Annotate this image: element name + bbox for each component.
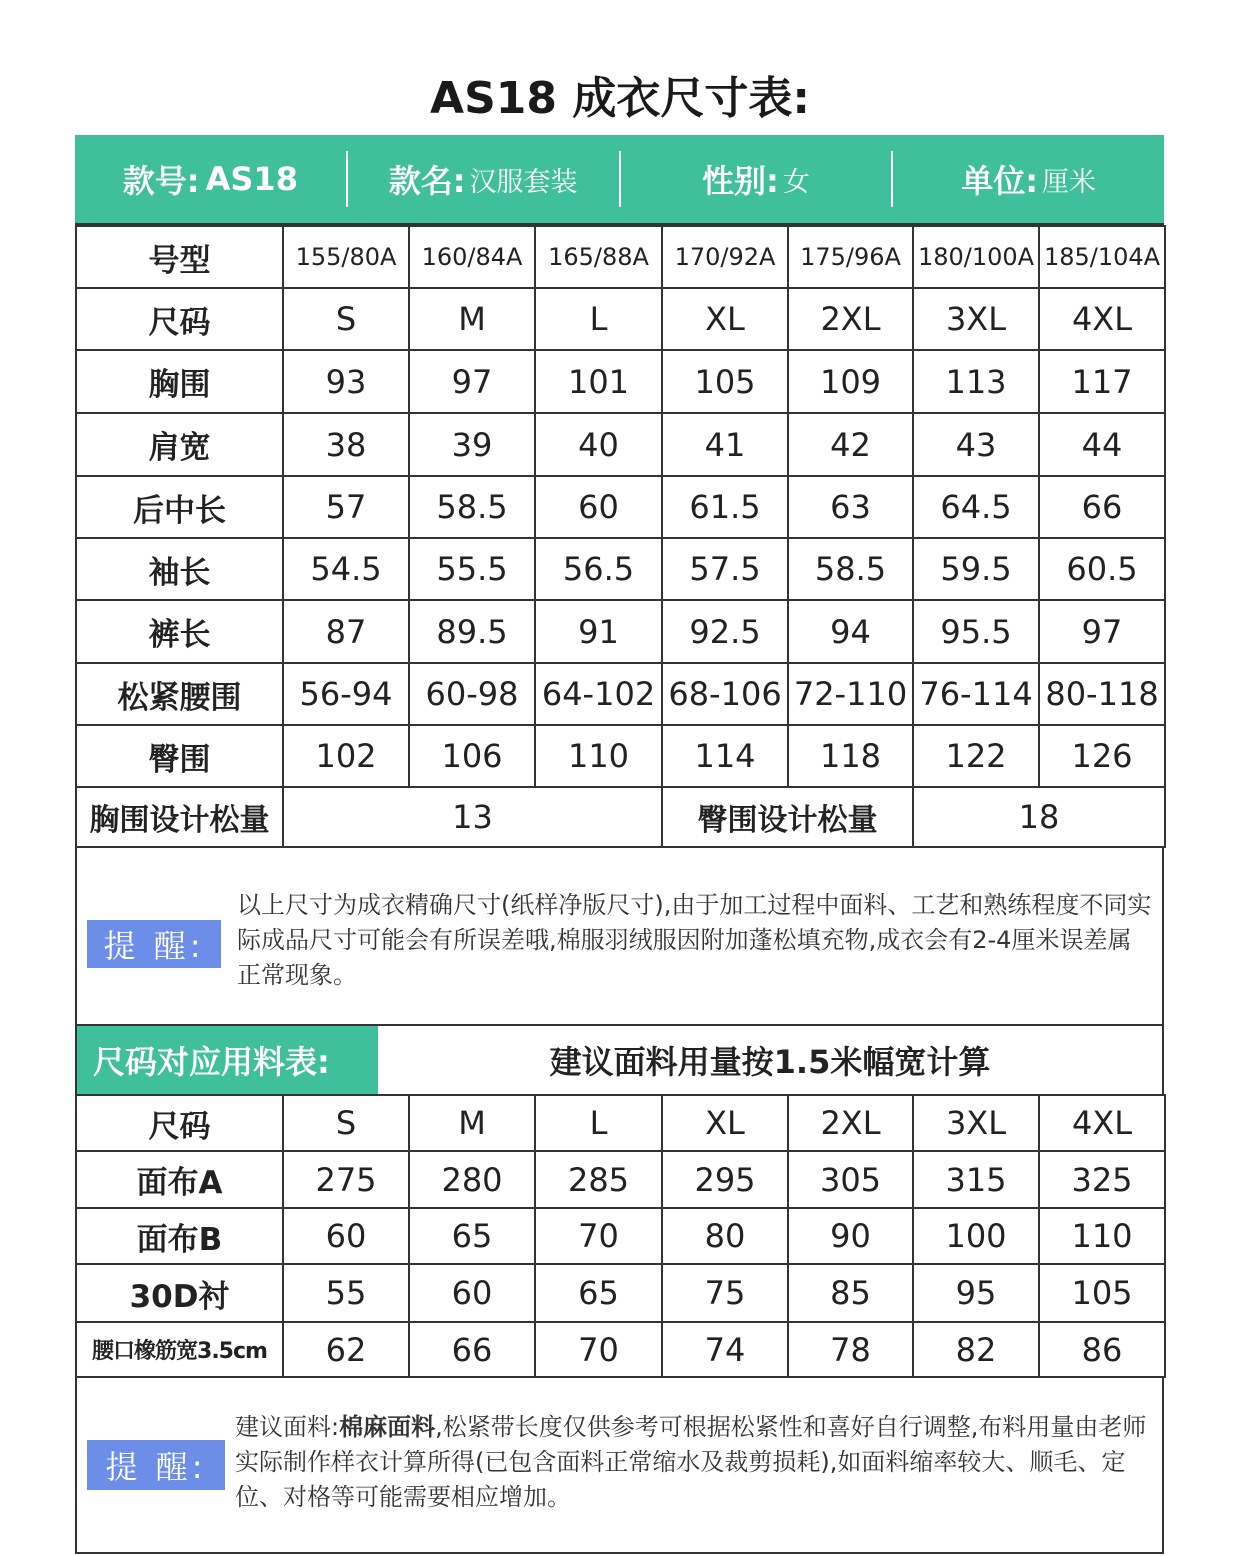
table-cell: 44: [1039, 413, 1165, 476]
size-table: [75, 225, 1166, 848]
table-cell: 68-106: [662, 663, 788, 725]
table-row: [76, 413, 1165, 476]
table-cell: 55.5: [409, 538, 535, 600]
table-row: [76, 226, 1165, 288]
table-cell: 285: [535, 1151, 662, 1208]
table-cell: 74: [662, 1322, 788, 1377]
table-cell: 60-98: [409, 663, 535, 725]
table-cell: 100: [913, 1208, 1039, 1264]
table-cell: 180/100A: [913, 226, 1039, 288]
table-cell: 76-114: [913, 663, 1039, 725]
table-row: [76, 725, 1165, 787]
table-cell: 58.5: [788, 538, 913, 600]
size-chart-frame: [75, 135, 1164, 1554]
table-cell: 315: [913, 1151, 1039, 1208]
table-row: [76, 600, 1165, 663]
reminder-text: 以上尺寸为成衣精确尺寸(纸样净版尺寸),由于加工过程中面料、工艺和熟练程度不同实际成品尺寸可能会有所误差哦,棉服羽绒服因附加蓬松填充物,成衣会有2-4厘米误差属正常现象。: [237, 891, 1152, 989]
hip-ease-label: 臀围设计松量: [662, 787, 913, 847]
table-row: [76, 476, 1165, 538]
table-cell: 60.5: [1039, 538, 1165, 600]
table-cell: 105: [1039, 1264, 1165, 1322]
style-number: [75, 151, 346, 207]
table-row: [76, 538, 1165, 600]
table-cell: 90: [788, 1208, 913, 1264]
style-name: [348, 151, 619, 207]
table-cell: 57.5: [662, 538, 788, 600]
table-cell: 102: [283, 725, 409, 787]
row-label: 号型: [76, 226, 283, 288]
table-cell: 86: [1039, 1322, 1165, 1377]
table-cell: 305: [788, 1151, 913, 1208]
table-cell: 105: [662, 350, 788, 413]
table-cell: 2XL: [788, 1095, 913, 1151]
table-cell: 97: [409, 350, 535, 413]
fabric-section-header: [75, 1026, 1164, 1094]
row-label: 袖长: [76, 538, 283, 600]
table-cell: 160/84A: [409, 226, 535, 288]
table-row: [76, 1208, 1165, 1264]
table-cell: 54.5: [283, 538, 409, 600]
row-label: 腰口橡筋宽3.5cm: [76, 1322, 283, 1377]
style-number-label: 款号:: [122, 162, 200, 200]
row-label: 面布B: [76, 1208, 283, 1264]
page-title: AS18 成衣尺寸表:: [430, 73, 810, 124]
row-label: 臀围: [76, 725, 283, 787]
table-cell: 59.5: [913, 538, 1039, 600]
table-cell: 75: [662, 1264, 788, 1322]
table-cell: 61.5: [662, 476, 788, 538]
table-cell: 155/80A: [283, 226, 409, 288]
table-cell: 65: [409, 1208, 535, 1264]
row-label: 尺码: [76, 288, 283, 350]
table-cell: S: [283, 288, 409, 350]
table-cell: 38: [283, 413, 409, 476]
hip-ease-value: 18: [913, 787, 1165, 847]
table-cell: 280: [409, 1151, 535, 1208]
table-cell: 56.5: [535, 538, 662, 600]
gender-label: 性别:: [701, 162, 779, 200]
row-label: 尺码: [76, 1095, 283, 1151]
table-cell: 114: [662, 725, 788, 787]
table-cell: 101: [535, 350, 662, 413]
row-label: 后中长: [76, 476, 283, 538]
row-label: 裤长: [76, 600, 283, 663]
fabric-section-subtitle: 建议面料用量按1.5米幅宽计算: [549, 1043, 991, 1081]
table-cell: 70: [535, 1208, 662, 1264]
table-cell: 87: [283, 600, 409, 663]
table-row: [76, 288, 1165, 350]
table-cell: 165/88A: [535, 226, 662, 288]
table-cell: 60: [535, 476, 662, 538]
table-cell: 60: [283, 1208, 409, 1264]
table-cell: 66: [1039, 476, 1165, 538]
table-cell: 295: [662, 1151, 788, 1208]
table-cell: 170/92A: [662, 226, 788, 288]
table-cell: 62: [283, 1322, 409, 1377]
table-cell: 94: [788, 600, 913, 663]
table-cell: L: [535, 1095, 662, 1151]
style-number-value: AS18: [205, 160, 298, 198]
table-cell: 93: [283, 350, 409, 413]
table-cell: 65: [535, 1264, 662, 1322]
fabric-section-title: 尺码对应用料表:: [77, 1026, 378, 1094]
table-cell: 78: [788, 1322, 913, 1377]
table-cell: 126: [1039, 725, 1165, 787]
table-cell: L: [535, 288, 662, 350]
reminder-bold-fabric: 棉麻面料: [339, 1413, 436, 1441]
style-name-value: 汉服套装: [469, 166, 578, 198]
fabric-table: [75, 1094, 1166, 1378]
table-cell: 175/96A: [788, 226, 913, 288]
table-cell: 4XL: [1039, 288, 1165, 350]
table-cell: 60: [409, 1264, 535, 1322]
row-label: 30D衬: [76, 1264, 283, 1322]
table-cell: 72-110: [788, 663, 913, 725]
table-cell: 325: [1039, 1151, 1165, 1208]
table-cell: 40: [535, 413, 662, 476]
product-info-bar: [75, 135, 1164, 225]
table-cell: 57: [283, 476, 409, 538]
reminder-box-2: [75, 1378, 1164, 1554]
table-cell: 4XL: [1039, 1095, 1165, 1151]
table-cell: XL: [662, 288, 788, 350]
table-cell: 275: [283, 1151, 409, 1208]
table-row: [76, 1095, 1165, 1151]
reminder-box: [75, 848, 1164, 1026]
table-cell: 42: [788, 413, 913, 476]
chest-ease-value: 13: [283, 787, 662, 847]
reminder-body: ,松紧带长度仅供参考可根据松紧性和喜好自行调整,布料用量由老师实际制作样衣计算所得(已包含面料正常缩水及裁剪损耗),如面料缩率较大、顺毛、定位、对格等可能需要相应增加。: [235, 1413, 1147, 1511]
table-cell: 89.5: [409, 600, 535, 663]
table-cell: 3XL: [913, 1095, 1039, 1151]
table-cell: 85: [788, 1264, 913, 1322]
table-row: [76, 1322, 1165, 1377]
table-cell: XL: [662, 1095, 788, 1151]
table-cell: 109: [788, 350, 913, 413]
table-cell: 58.5: [409, 476, 535, 538]
table-cell: M: [409, 1095, 535, 1151]
table-cell: M: [409, 288, 535, 350]
gender: [621, 151, 892, 207]
table-cell: 118: [788, 725, 913, 787]
table-cell: 110: [535, 725, 662, 787]
table-cell: 64.5: [913, 476, 1039, 538]
table-cell: 92.5: [662, 600, 788, 663]
table-cell: 122: [913, 725, 1039, 787]
table-row: [76, 663, 1165, 725]
table-cell: 117: [1039, 350, 1165, 413]
table-cell: 82: [913, 1322, 1039, 1377]
table-cell: 110: [1039, 1208, 1165, 1264]
table-cell: 41: [662, 413, 788, 476]
row-label: 肩宽: [76, 413, 283, 476]
gender-value: 女: [782, 166, 810, 198]
table-cell: 95: [913, 1264, 1039, 1322]
table-cell: 66: [409, 1322, 535, 1377]
table-cell: 43: [913, 413, 1039, 476]
table-cell: 97: [1039, 600, 1165, 663]
reminder-text-2: [235, 1410, 1150, 1515]
style-name-label: 款名:: [388, 162, 466, 200]
table-cell: 185/104A: [1039, 226, 1165, 288]
table-cell: 3XL: [913, 288, 1039, 350]
row-label: 面布A: [76, 1151, 283, 1208]
table-cell: 80-118: [1039, 663, 1165, 725]
table-cell: 2XL: [788, 288, 913, 350]
table-cell: S: [283, 1095, 409, 1151]
table-row: [76, 1151, 1165, 1208]
row-label: 松紧腰围: [76, 663, 283, 725]
table-cell: 55: [283, 1264, 409, 1322]
table-cell: 63: [788, 476, 913, 538]
unit-value: 厘米: [1042, 166, 1097, 198]
table-cell: 39: [409, 413, 535, 476]
chest-ease-label: 胸围设计松量: [76, 787, 283, 847]
table-cell: 64-102: [535, 663, 662, 725]
reminder-lead: 建议面料:: [235, 1413, 340, 1441]
reminder-badge-2: 提 醒:: [87, 1440, 225, 1490]
table-cell: 56-94: [283, 663, 409, 725]
table-cell: 70: [535, 1322, 662, 1377]
table-cell: 95.5: [913, 600, 1039, 663]
reminder-badge: 提 醒:: [87, 920, 221, 968]
unit: [893, 151, 1164, 207]
unit-label: 单位:: [961, 162, 1039, 200]
table-cell: 80: [662, 1208, 788, 1264]
row-label: 胸围: [76, 350, 283, 413]
table-cell: 113: [913, 350, 1039, 413]
ease-row: [76, 787, 1165, 847]
table-cell: 106: [409, 725, 535, 787]
table-row: [76, 1264, 1165, 1322]
table-row: [76, 350, 1165, 413]
table-cell: 91: [535, 600, 662, 663]
